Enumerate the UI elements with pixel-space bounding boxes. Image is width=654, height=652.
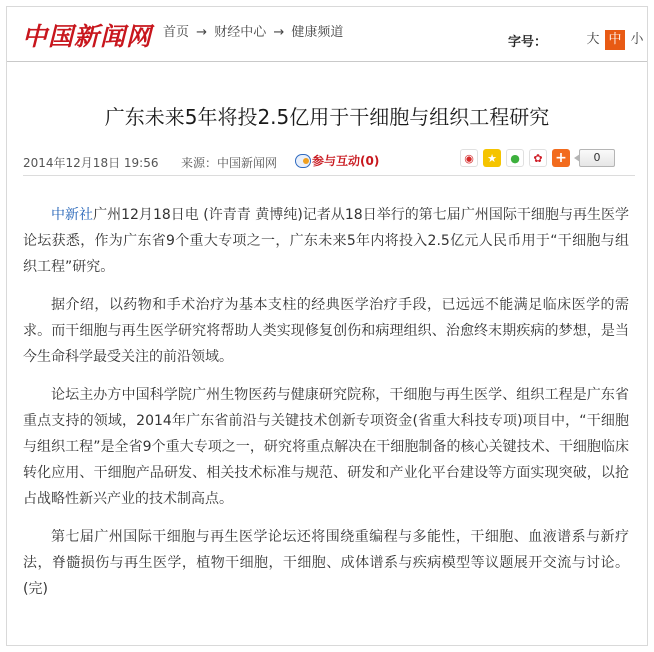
article-paragraph: 据介绍，以药物和手术治疗为基本支柱的经典医学治疗手段，已远远不能满足临床医学的需求。而干细胞与再生医学研究将帮助人类实现修复创伤和病理组织、治愈终末期疾病的梦想，是当今生命科学最受关注的前沿领域。 — [23, 297, 629, 365]
article-paragraph: 第七届广州国际干细胞与再生医学论坛还将围绕重编程与多能性，干细胞、血液谱系与新疗法，脊髓损伤与再生医学，植物干细胞，干细胞、成体谱系与疾病模型等议题展开交流与讨论。(完) — [23, 529, 629, 597]
site-logo[interactable]: 中国新闻网 — [22, 22, 153, 51]
breadcrumb-health[interactable]: 健康频道 — [291, 25, 344, 40]
qzone-icon[interactable]: ★ — [483, 149, 501, 167]
article-paragraph — [23, 202, 629, 280]
font-size-medium[interactable]: 中 — [605, 30, 625, 50]
font-size-selector — [508, 30, 647, 50]
comment-label: 参与互动(0) — [312, 154, 380, 168]
breadcrumb-home[interactable]: 首页 — [163, 25, 190, 40]
wechat-icon[interactable]: ● — [506, 149, 524, 167]
font-size-small[interactable]: 小 — [630, 32, 644, 47]
lead-source-link[interactable]: 中新社 — [51, 207, 94, 223]
article-date: 2014年12月18日 19:56 — [23, 156, 159, 170]
renren-icon[interactable]: ✿ — [529, 149, 547, 167]
site-header — [7, 7, 647, 62]
share-bar — [460, 149, 615, 167]
article-paragraph: 论坛主办方中国科学院广州生物医药与健康研究院称，干细胞与再生医学、组织工程是广东省重点支持的领域，2014年广东省前沿与关键技术创新专项资金(省重大科技专项)项目中，“干细胞与组织工程”是全省9个重大专项之一，研究将重点解决在干细胞制备的核心关键技术、干细胞临床转化应用、干细胞产品研发、相关技术标准与规范、研发和产业化平台建设等方面实现突破，以抢占战略性新兴产业的技术制高点。 — [23, 387, 629, 507]
article-body — [23, 202, 629, 614]
breadcrumb-finance[interactable]: 财经中心 — [214, 25, 267, 40]
article-title: 广东未来5年将投2.5亿用于干细胞与组织工程研究 — [104, 105, 550, 129]
more-icon[interactable]: + — [552, 149, 570, 167]
paragraph-text: 广州12月18日电 (许青青 黄博纯)记者从18日举行的第七届广州国际干细胞与再生医学论坛获悉，作为广东省9个重大专项之一，广东未来5年内将投入2.5亿元人民币用于“干细胞与组织工程”研究。 — [23, 207, 630, 275]
article-meta — [23, 146, 635, 176]
breadcrumb-arrow-icon: → — [273, 25, 285, 40]
font-size-large[interactable]: 大 — [586, 32, 600, 47]
comment-icon — [295, 154, 311, 168]
article-source[interactable]: 来源：中国新闻网 — [181, 156, 278, 170]
breadcrumb-arrow-icon: → — [196, 25, 208, 40]
comment-link[interactable] — [295, 152, 379, 169]
share-count: 0 — [579, 149, 615, 167]
breadcrumb — [163, 21, 343, 40]
weibo-icon[interactable]: ◉ — [460, 149, 478, 167]
font-size-label: 字号： — [507, 34, 547, 50]
page-frame — [6, 6, 648, 646]
